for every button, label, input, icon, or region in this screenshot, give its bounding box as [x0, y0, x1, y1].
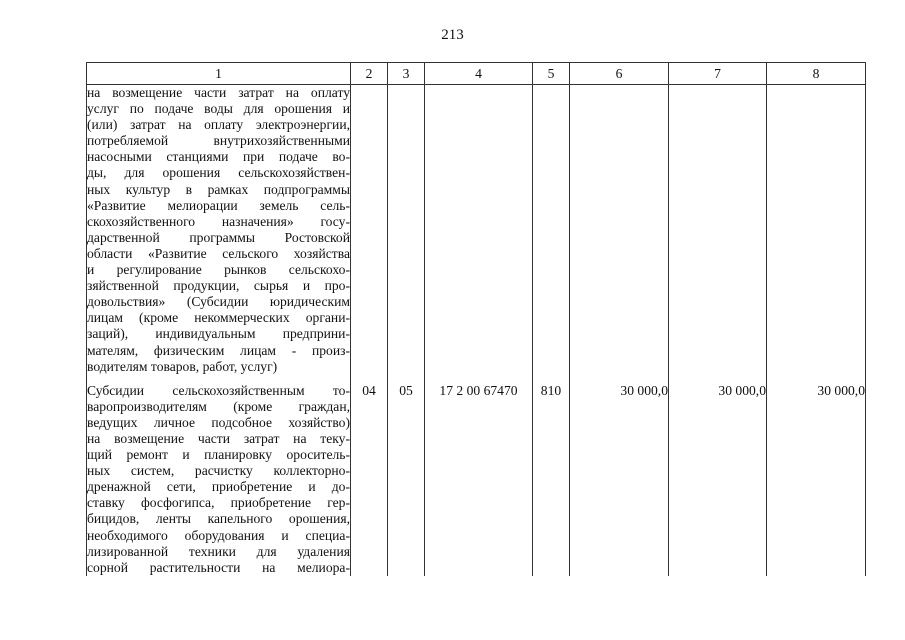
description-line: ды, для орошения сельскохозяйствен- — [87, 165, 350, 181]
description-line: на возмещение части затрат на оплату — [87, 85, 350, 100]
cell-expense-type: 810 — [533, 383, 570, 576]
cell-amount-col6 — [570, 85, 669, 383]
description-line: мателям, физическим лицам - произ- — [87, 342, 350, 358]
cell-amount-col7: 30 000,0 — [669, 383, 767, 576]
header-col-2: 2 — [351, 63, 388, 85]
description-line: дарственной программы Ростовской — [87, 229, 350, 245]
description-line: скохозяйственного назначения» госу- — [87, 213, 350, 229]
cell-target-article: 17 2 00 67470 — [425, 383, 533, 576]
description-line: «Развитие мелиорации земель сель- — [87, 197, 350, 213]
budget-table — [86, 62, 866, 576]
row-description — [87, 85, 351, 383]
description-line: насосными станциями при подаче во- — [87, 149, 350, 165]
description-line: Субсидии сельскохозяйственным то- — [87, 382, 350, 398]
cell-subsection: 05 — [388, 383, 425, 576]
description-line: варопроизводителям (кроме граждан, — [87, 398, 350, 414]
description-line: водителям товаров, работ, услуг) — [87, 358, 278, 374]
table-row — [87, 383, 866, 576]
cell-section: 04 — [351, 383, 388, 576]
description-line: и регулирование рынков сельскохо- — [87, 262, 350, 278]
description-line: довольствия» (Субсидии юридическим — [87, 294, 350, 310]
cell-amount-col8: 30 000,0 — [767, 383, 866, 576]
header-col-3: 3 — [388, 63, 425, 85]
description-line: ных систем, расчистку коллекторно- — [87, 463, 350, 479]
description-line: сорной растительности на мелиора- — [87, 559, 350, 575]
description-line: щий ремонт и планировку ороситель- — [87, 447, 350, 463]
description-line: лицам (кроме некоммерческих органи- — [87, 310, 350, 326]
cell-expense-type — [533, 85, 570, 383]
header-col-5: 5 — [533, 63, 570, 85]
description-line: ставку фосфогипса, приобретение гер- — [87, 495, 350, 511]
cell-section — [351, 85, 388, 383]
description-line: услуг по подаче воды для орошения и — [87, 101, 350, 117]
description-line: зяйственной продукции, сырья и про- — [87, 278, 350, 294]
description-line: (или) затрат на оплату электроэнергии, — [87, 117, 350, 133]
header-col-6: 6 — [570, 63, 669, 85]
description-line: на возмещение части затрат на теку- — [87, 430, 350, 446]
page-number: 213 — [441, 27, 464, 43]
row-description — [87, 383, 351, 576]
description-line: ведущих личное подсобное хозяйство) — [87, 414, 350, 430]
description-line: заций), индивидуальным предприни- — [87, 326, 350, 342]
cell-target-article — [425, 85, 533, 383]
description-line: необходимого оборудования и специа- — [87, 527, 350, 543]
header-row — [87, 63, 866, 85]
cell-amount-col8 — [767, 85, 866, 383]
cell-amount-col7 — [669, 85, 767, 383]
description-line: дренажной сети, приобретение и до- — [87, 479, 350, 495]
cell-amount-col6: 30 000,0 — [570, 383, 669, 576]
header-col-7: 7 — [669, 63, 767, 85]
cell-subsection — [388, 85, 425, 383]
description-line: области «Развитие сельского хозяйства — [87, 245, 350, 261]
description-line: ных культур в рамках подпрограммы — [87, 181, 350, 197]
header-col-8: 8 — [767, 63, 866, 85]
description-line: потребляемой внутрихозяйственными — [87, 133, 350, 149]
header-col-1: 1 — [87, 63, 351, 85]
description-line: лизированной техники для удаления — [87, 543, 350, 559]
table-row — [87, 85, 866, 383]
header-col-4: 4 — [425, 63, 533, 85]
description-line: бицидов, ленты капельного орошения, — [87, 511, 350, 527]
